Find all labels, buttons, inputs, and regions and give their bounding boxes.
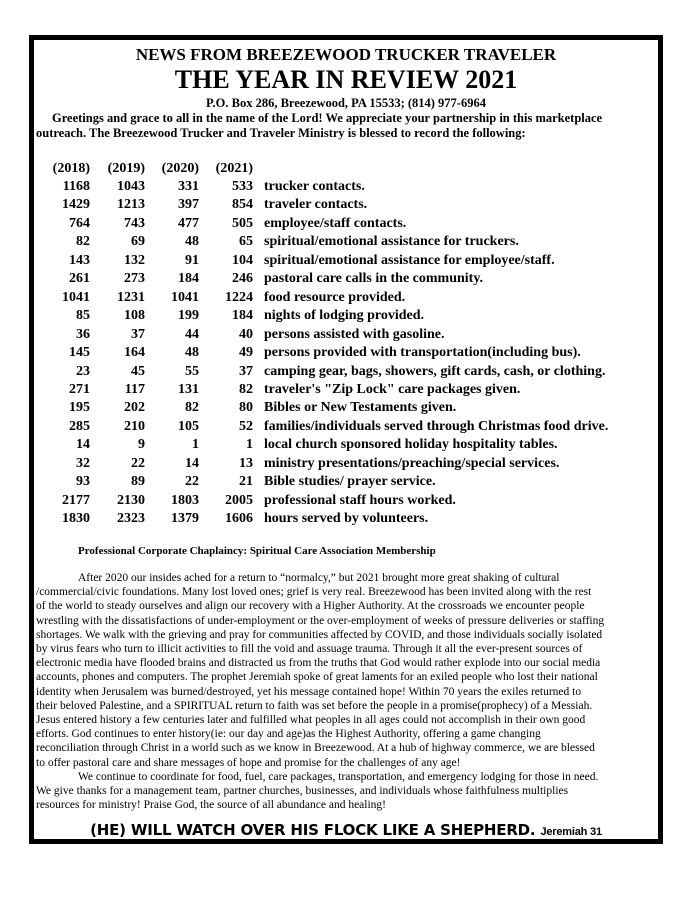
body-line: reconciliation through Christ in a world such as we know in Breezewood. At a hub of highway commerce, we are blessed bbox=[36, 742, 595, 755]
body-line: We continue to coordinate for food, fuel, care packages, transportation, and emergency lodging for those in need. bbox=[78, 770, 599, 783]
stat-value: 1379 bbox=[171, 511, 199, 527]
stat-value: 533 bbox=[232, 179, 253, 194]
body-line: their beloved Palestine, and a SPIRITUAL return to faith was set before the people in a promise(prophecy) of a Messiah. bbox=[36, 699, 593, 712]
stat-value: 9 bbox=[138, 437, 145, 453]
stat-value: 477 bbox=[178, 215, 199, 231]
stat-value: 108 bbox=[124, 308, 145, 324]
stat-label: spiritual/emotional assistance for truckers. bbox=[264, 234, 519, 250]
stat-label: trucker contacts. bbox=[264, 179, 365, 194]
body-line: by virus fears who turn to illicit activities to fill the void and assuage trauma. Through it all the ever-present sources of bbox=[36, 643, 583, 656]
stat-value: 48 bbox=[185, 234, 199, 250]
stat-value: 1606 bbox=[225, 511, 253, 527]
stat-value: 210 bbox=[124, 418, 145, 434]
stat-value: 85 bbox=[76, 308, 90, 324]
stat-value: 82 bbox=[185, 400, 199, 416]
year-header: (2018) bbox=[52, 161, 90, 176]
stat-label: nights of lodging provided. bbox=[264, 308, 425, 324]
stat-label: persons provided with transportation(including bus). bbox=[264, 345, 581, 361]
stat-value: 184 bbox=[232, 308, 253, 324]
stat-value: 285 bbox=[69, 418, 90, 434]
stat-value: 854 bbox=[232, 197, 253, 213]
stat-label: traveler contacts. bbox=[264, 197, 368, 213]
body-line: efforts. God continues to enter history(ie: our day and age)as the Highest Authority, offering a game changing bbox=[36, 728, 541, 741]
body-text bbox=[36, 571, 664, 812]
stat-value: 331 bbox=[178, 179, 199, 194]
stat-value: 143 bbox=[69, 252, 90, 268]
stat-value: 1 bbox=[246, 437, 253, 453]
year-header: (2021) bbox=[215, 161, 253, 176]
stat-label: families/individuals served through Christmas food drive. bbox=[264, 418, 609, 434]
stat-value: 40 bbox=[239, 326, 253, 342]
body-line: shortages. We walk with the grieving and pray for communities affected by COVID, and those individuals socially isolated bbox=[36, 628, 603, 641]
contact-address: P.O. Box 286, Breezewood, PA 15533; (814) 977-6964 bbox=[206, 96, 486, 110]
stat-value: 89 bbox=[131, 474, 145, 490]
stat-value: 13 bbox=[239, 455, 253, 471]
stat-value: 23 bbox=[76, 363, 90, 379]
scripture-reference: Jeremiah 31 bbox=[540, 826, 602, 838]
stat-value: 55 bbox=[185, 363, 199, 379]
stat-value: 22 bbox=[185, 474, 199, 490]
stat-label: hours served by volunteers. bbox=[264, 511, 429, 527]
stat-label: persons assisted with gasoline. bbox=[264, 326, 445, 342]
page-title: THE YEAR IN REVIEW 2021 bbox=[174, 65, 518, 94]
stat-value: 37 bbox=[239, 363, 253, 379]
body-line: resources for ministry! Praise God, the source of all abundance and healing! bbox=[36, 799, 386, 812]
body-line: electronic media have flooded brains and distracted us from the truths that God would rather explode into our social media bbox=[36, 657, 601, 670]
stat-value: 1041 bbox=[171, 289, 199, 305]
stat-label: camping gear, bags, showers, gift cards, cash, or clothing. bbox=[264, 363, 606, 379]
stat-value: 131 bbox=[178, 381, 199, 397]
stat-value: 91 bbox=[185, 252, 199, 268]
stat-value: 199 bbox=[178, 308, 199, 324]
stat-value: 105 bbox=[178, 418, 199, 434]
stat-value: 44 bbox=[185, 326, 199, 342]
greeting-line: Greetings and grace to all in the name of the Lord! We appreciate your partnership in this marketplace bbox=[52, 111, 603, 125]
stat-value: 1041 bbox=[62, 289, 90, 305]
stat-value: 104 bbox=[232, 252, 253, 268]
stat-value: 273 bbox=[124, 271, 145, 287]
stat-value: 2177 bbox=[62, 492, 90, 508]
body-line: /commercial/civic foundations. Many lost loved ones; grief is very real. Breezewood has been invited along with the rest bbox=[36, 586, 592, 599]
stat-value: 246 bbox=[232, 271, 253, 287]
stat-value: 52 bbox=[239, 418, 253, 434]
stat-label: Bible studies/ prayer service. bbox=[264, 474, 436, 490]
stat-value: 1043 bbox=[117, 179, 145, 194]
stat-value: 1 bbox=[192, 437, 199, 453]
stat-value: 45 bbox=[131, 363, 145, 379]
body-line: We give thanks for a management team, partner churches, businesses, and individuals whose faithfulness multiplies bbox=[36, 785, 569, 798]
stat-value: 397 bbox=[178, 197, 199, 213]
stat-value: 93 bbox=[76, 474, 90, 490]
footer-motto bbox=[34, 821, 658, 839]
stat-value: 145 bbox=[69, 345, 90, 361]
year-header: (2020) bbox=[161, 161, 199, 176]
stat-value: 65 bbox=[239, 234, 253, 250]
newsletter-heading: NEWS FROM BREEZEWOOD TRUCKER TRAVELER bbox=[135, 45, 557, 64]
stat-value: 1224 bbox=[225, 289, 253, 305]
body-line: accounts, phones and computers. The prophet Jeremiah spoke of great laments for an exiled people who lost their national bbox=[36, 671, 598, 684]
stat-label: pastoral care calls in the community. bbox=[264, 271, 484, 287]
stat-value: 202 bbox=[124, 400, 145, 416]
stat-value: 195 bbox=[69, 400, 90, 416]
stat-label: employee/staff contacts. bbox=[264, 215, 407, 231]
stat-label: local church sponsored holiday hospitality tables. bbox=[264, 437, 558, 453]
stat-value: 22 bbox=[131, 455, 145, 471]
stat-value: 1803 bbox=[171, 492, 199, 508]
stat-label: traveler's "Zip Lock" care packages given. bbox=[264, 381, 521, 397]
stat-label: professional staff hours worked. bbox=[264, 492, 456, 508]
stat-value: 505 bbox=[232, 215, 253, 231]
stat-label: spiritual/emotional assistance for employee/staff. bbox=[264, 252, 555, 268]
body-line: of the world to steady ourselves and align our recovery with a Higher Authority. At the crossroads we encounter people bbox=[36, 600, 585, 613]
stat-value: 271 bbox=[69, 381, 90, 397]
stat-label: food resource provided. bbox=[264, 289, 406, 305]
stat-value: 2323 bbox=[117, 511, 145, 527]
stat-value: 1429 bbox=[62, 197, 90, 213]
body-line: Jesus entered history a few centuries later and fulfilled what peoples in all ages could not accomplish in their own good bbox=[36, 714, 586, 727]
year-header: (2019) bbox=[107, 161, 145, 176]
stat-value: 743 bbox=[124, 215, 145, 231]
stat-value: 1168 bbox=[62, 179, 90, 194]
greeting-line: outreach. The Breezewood Trucker and Traveler Ministry is blessed to record the following: bbox=[36, 126, 526, 140]
greeting-paragraph bbox=[36, 111, 656, 141]
stat-value: 14 bbox=[76, 437, 90, 453]
stat-value: 1231 bbox=[117, 289, 145, 305]
body-line: After 2020 our insides ached for a return to “normalcy,” but 2021 brought more great shaking of cultural bbox=[78, 572, 560, 584]
stat-value: 1830 bbox=[62, 511, 90, 527]
stat-value: 764 bbox=[69, 215, 90, 231]
stat-value: 261 bbox=[69, 271, 90, 287]
stat-value: 132 bbox=[124, 252, 145, 268]
stat-value: 21 bbox=[239, 474, 253, 490]
newsletter-frame bbox=[29, 35, 663, 844]
stat-value: 37 bbox=[131, 326, 145, 342]
stat-value: 14 bbox=[185, 455, 199, 471]
chaplaincy-membership: Professional Corporate Chaplaincy: Spiritual Care Association Membership bbox=[78, 545, 436, 557]
stat-value: 48 bbox=[185, 345, 199, 361]
stat-value: 1213 bbox=[117, 197, 145, 213]
body-line: identity when Jerusalem was burned/destroyed, yet his message contained hope! Within 70 years the exiles returned to bbox=[36, 685, 582, 698]
stat-value: 2130 bbox=[117, 492, 145, 508]
stat-label: Bibles or New Testaments given. bbox=[264, 400, 457, 416]
stat-value: 32 bbox=[76, 455, 90, 471]
stat-value: 117 bbox=[124, 381, 145, 397]
motto-text: (HE) WILL WATCH OVER HIS FLOCK LIKE A SHEPHERD. bbox=[90, 821, 536, 839]
stat-value: 36 bbox=[76, 326, 90, 342]
stat-value: 69 bbox=[131, 234, 145, 250]
body-line: wrestling with the dissatisfactions of under-employment or the over-employment of weeks of pressure deliveries or staffing bbox=[36, 614, 605, 627]
stat-value: 184 bbox=[178, 271, 199, 287]
stat-value: 2005 bbox=[225, 492, 253, 508]
stat-value: 82 bbox=[239, 381, 253, 397]
stat-value: 80 bbox=[239, 400, 253, 416]
stat-value: 82 bbox=[76, 234, 90, 250]
body-line: to offer pastoral care and share messages of hope and promise for the challenges of any age! bbox=[36, 756, 461, 769]
stat-label: ministry presentations/preaching/special services. bbox=[264, 455, 560, 471]
stat-value: 49 bbox=[239, 345, 253, 361]
stat-value: 164 bbox=[124, 345, 145, 361]
